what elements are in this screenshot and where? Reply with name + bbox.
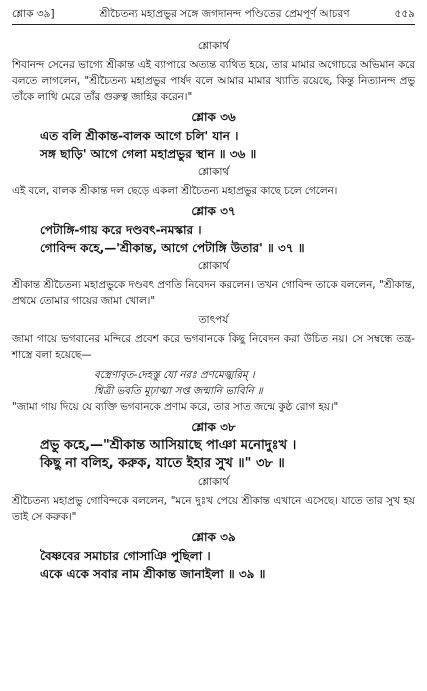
translation-text: শ্রীকান্ত শ্রীচৈতন্য মহাপ্রভুকে দণ্ডবৎ প্রণতি নিবেদন করলেন। তখন গোবিন্দ তাকে বললেন, "শ্রীকান্ত, প্রথমে তোমার গায়ের জামা খোল।" — [12, 279, 415, 307]
verse-line: পেটাঙ্গি-গায় করে দণ্ডবৎ-নমস্কার । — [40, 223, 202, 237]
sanskrit-quote-line: বস্ত্রেণাবৃত-দেহস্তু যো নরঃ প্রণমেজ্ঝরিম্‌ । — [94, 369, 255, 381]
verse-heading: শ্লোক ৩৯ — [191, 530, 236, 544]
purport-text: জামা গায়ে ভগবানের মন্দিরে প্রবেশ করে ভগবানকে কিছু নিবেদন করা উচিত নয়। সে সম্বন্ধে তন্ত্র-শাস্ত্রে বলা হয়েছে— — [12, 333, 415, 361]
header-verse-ref: শ্লোক ৩৯] — [12, 8, 55, 20]
verse-line: বৈষ্ণবের সমাচার গোসাঞি পুছিলা । — [40, 549, 211, 563]
translation-label: শ্লোকার্থ — [197, 40, 230, 52]
verse-heading: শ্লোক ৩৭ — [191, 204, 236, 218]
translation-label: শ্লোকার্থ — [197, 166, 230, 178]
translation-label: শ্লোকার্থ — [197, 476, 230, 488]
purport-label: তাৎপর্য — [198, 314, 229, 326]
verse-line: প্রভু কহে,—"শ্রীকান্ত আসিয়াছে পাঞা মনোদুঃখ । — [40, 438, 297, 453]
running-header — [12, 6, 415, 22]
verse-line: একে একে সবার নাম শ্রীকান্ত জানাইলা ॥ ৩৯ ॥ — [40, 567, 266, 581]
verse-line: গোবিন্দ কহে,—'শ্রীকান্ত, আগে পেটাঙ্গি উতার' ॥ ৩৭ ॥ — [40, 241, 305, 255]
verse-heading: শ্লোক ৩৬ — [191, 110, 236, 124]
verse-line: এত বলি শ্রীকান্ত-বালক আগে চলি' যান । — [40, 129, 239, 143]
verse-heading: শ্লোক ৩৮ — [191, 420, 236, 434]
verse-line: সঙ্গ ছাড়ি' আগে গেলা মহাপ্রভুর স্থান ॥ ৩৬ ॥ — [40, 147, 257, 161]
translation-text: শ্রীচৈতন্য মহাপ্রভু গোবিন্দকে বললেন, "মনে দুঃখ পেয়ে শ্রীকান্ত এখানে এসেছে। যাতে তার সুখ হয় তাই সে করুক।" — [12, 495, 415, 523]
header-divider — [12, 24, 415, 25]
translation-label: শ্লোকার্থ — [197, 260, 230, 272]
verse-line: কিছু না বলিহ, করুক, যাতে ইহার সুখ ॥" ৩৮ ॥ — [40, 456, 285, 471]
translation-text: এই বলে, বালক শ্রীকান্ত দল ছেড়ে একলা শ্রীচৈতন্য মহাপ্রভুর কাছে চলে গেলেন। — [12, 185, 338, 197]
translation-text: শিবানন্দ সেনের ভাগ্যে শ্রীকান্ত এই ব্যাপারে অত্যন্ত ব্যথিত হয়ে, তার মামার অগোচরে অভিমান করে বলতে লাগলেন, "শ্রীচৈতন্য মহাপ্রভুর পার্ষদ বলে আমার মামার খ্যাতি রয়েছে, কিন্তু নিত্যানন্দ প্রভু তাঁকে লাথি মেরে তাঁর গুরুত্ব জাহির করেন।" — [12, 59, 415, 103]
quote-translation: "জামা গায় দিয়ে যে ব্যক্তি ভগবানকে প্রণাম করে, তার সাত জন্মে কুষ্ঠ রোগ হয়।" — [12, 401, 339, 413]
header-chapter-title: শ্রীচৈতন্য মহাপ্রভুর সঙ্গে জগদানন্দ পণ্ডিতের প্রেমপূর্ণ আচরণ — [99, 8, 350, 20]
page-number: ৫৫৯ — [394, 8, 415, 20]
sanskrit-quote-line: শ্বিত্রী ভবতি মূঢ়াত্মা সপ্ত জন্মানি ভাবিনি ॥ — [94, 385, 263, 397]
